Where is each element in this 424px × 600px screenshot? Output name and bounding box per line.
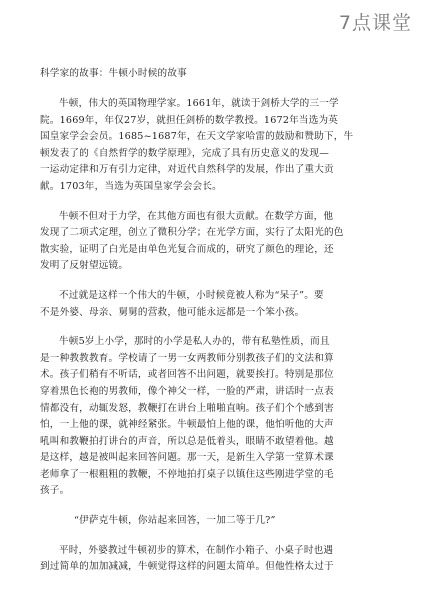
text-line: 情都没有，动辄发怒，教鞭打在讲台上啪啪直响。孩子们个个感到害 (40, 402, 334, 414)
text-line: 吼叫和教鞭拍打讲台的声音，所以总是低着头，眼睛不敢望着他。越 (40, 435, 334, 447)
paragraph-grandmother-taught (40, 543, 372, 576)
text-line: 一运动定律和万有引力定律，对近代自然科学的发展，作出了重大贡 (40, 164, 334, 176)
text-line: 牛顿不但对于力学，在其他方面也有很大贡献。在数学方面，他 (59, 210, 334, 222)
text-line: 怕，一上他的课，就神经紧张。牛顿最怕上他的课，他怕听他的大声 (40, 419, 334, 431)
text-line: 散实验，证明了白光是由单色光复合而成的，研究了颜色的理论，还 (40, 243, 334, 255)
text-line: 老师拿了一根粗粗的教鞭，不停地拍打桌子以镇住这些刚进学堂的毛 (40, 468, 334, 480)
text-line: 术。孩子们稍有不听话，或者回答不出问题，就要挨打。特别是那位 (40, 369, 334, 381)
text-line: 牛顿，伟大的英国物理学家。1661年，就读于剑桥大学的三一学 (59, 98, 339, 109)
site-watermark: 7点课堂 (338, 12, 412, 34)
text-line: 发明了反射望远镜。 (40, 260, 129, 272)
text-line: 孩子。 (40, 485, 70, 497)
text-line: 院。1669年，年仅27岁，就担任剑桥的数学教授。1672年当选为英 (40, 114, 339, 126)
text-line: 国皇家学会会员。1685~1687年，在天文学家哈雷的鼓励和赞助下，牛 (40, 131, 354, 143)
text-line: 穿着黑色长袍的男教师，像个神父一样，一脸的严肃，讲话时一点表 (40, 385, 334, 397)
text-line: 到过简单的加加减减，牛顿觉得这样的问题太简单。但他性格太过于 (40, 561, 334, 573)
document-page (40, 66, 372, 600)
paragraph-called-dull (40, 288, 372, 321)
text-line: 牛顿5岁上小学，那时的小学是私人办的，带有私塾性质，而且 (59, 336, 330, 348)
text-line: 不是外婆、母亲、舅舅的营救，他可能永远都是一个笨小孩。 (40, 306, 305, 318)
text-line: 发现了二项式定理，创立了微积分学；在光学方面，实行了太阳光的色 (40, 227, 344, 239)
text-line: 是这样，越是被叫起来回答问题。那一天，是新生入学第一堂算术课 (40, 452, 334, 464)
text-line: 献。1703年，当选为英国皇家学会会长。 (40, 180, 222, 192)
text-line: 平时，外婆教过牛顿初步的算术，在制作小箱子、小桌子时也遇 (59, 544, 334, 556)
text-line: 是一种教教教育。学校请了一男一女两教师分别教孩子们的文法和算 (40, 352, 334, 364)
text-line: “伊萨克牛顿，你站起来回答，一加二等于几?” (74, 515, 276, 527)
text-line: 不过就是这样一个伟大的牛顿，小时候竟被人称为“呆子”。要 (59, 289, 324, 301)
paragraph-teacher-question (40, 513, 372, 530)
paragraph-primary-school (40, 334, 372, 500)
paragraph-newton-biography (40, 96, 372, 196)
paragraph-newton-contributions (40, 209, 372, 275)
text-line: 顿发表了的《自然哲学的数学原理》，完成了具有历史意义的发现— (40, 147, 330, 159)
story-title: 科学家的故事：牛顿小时候的故事 (40, 68, 187, 79)
